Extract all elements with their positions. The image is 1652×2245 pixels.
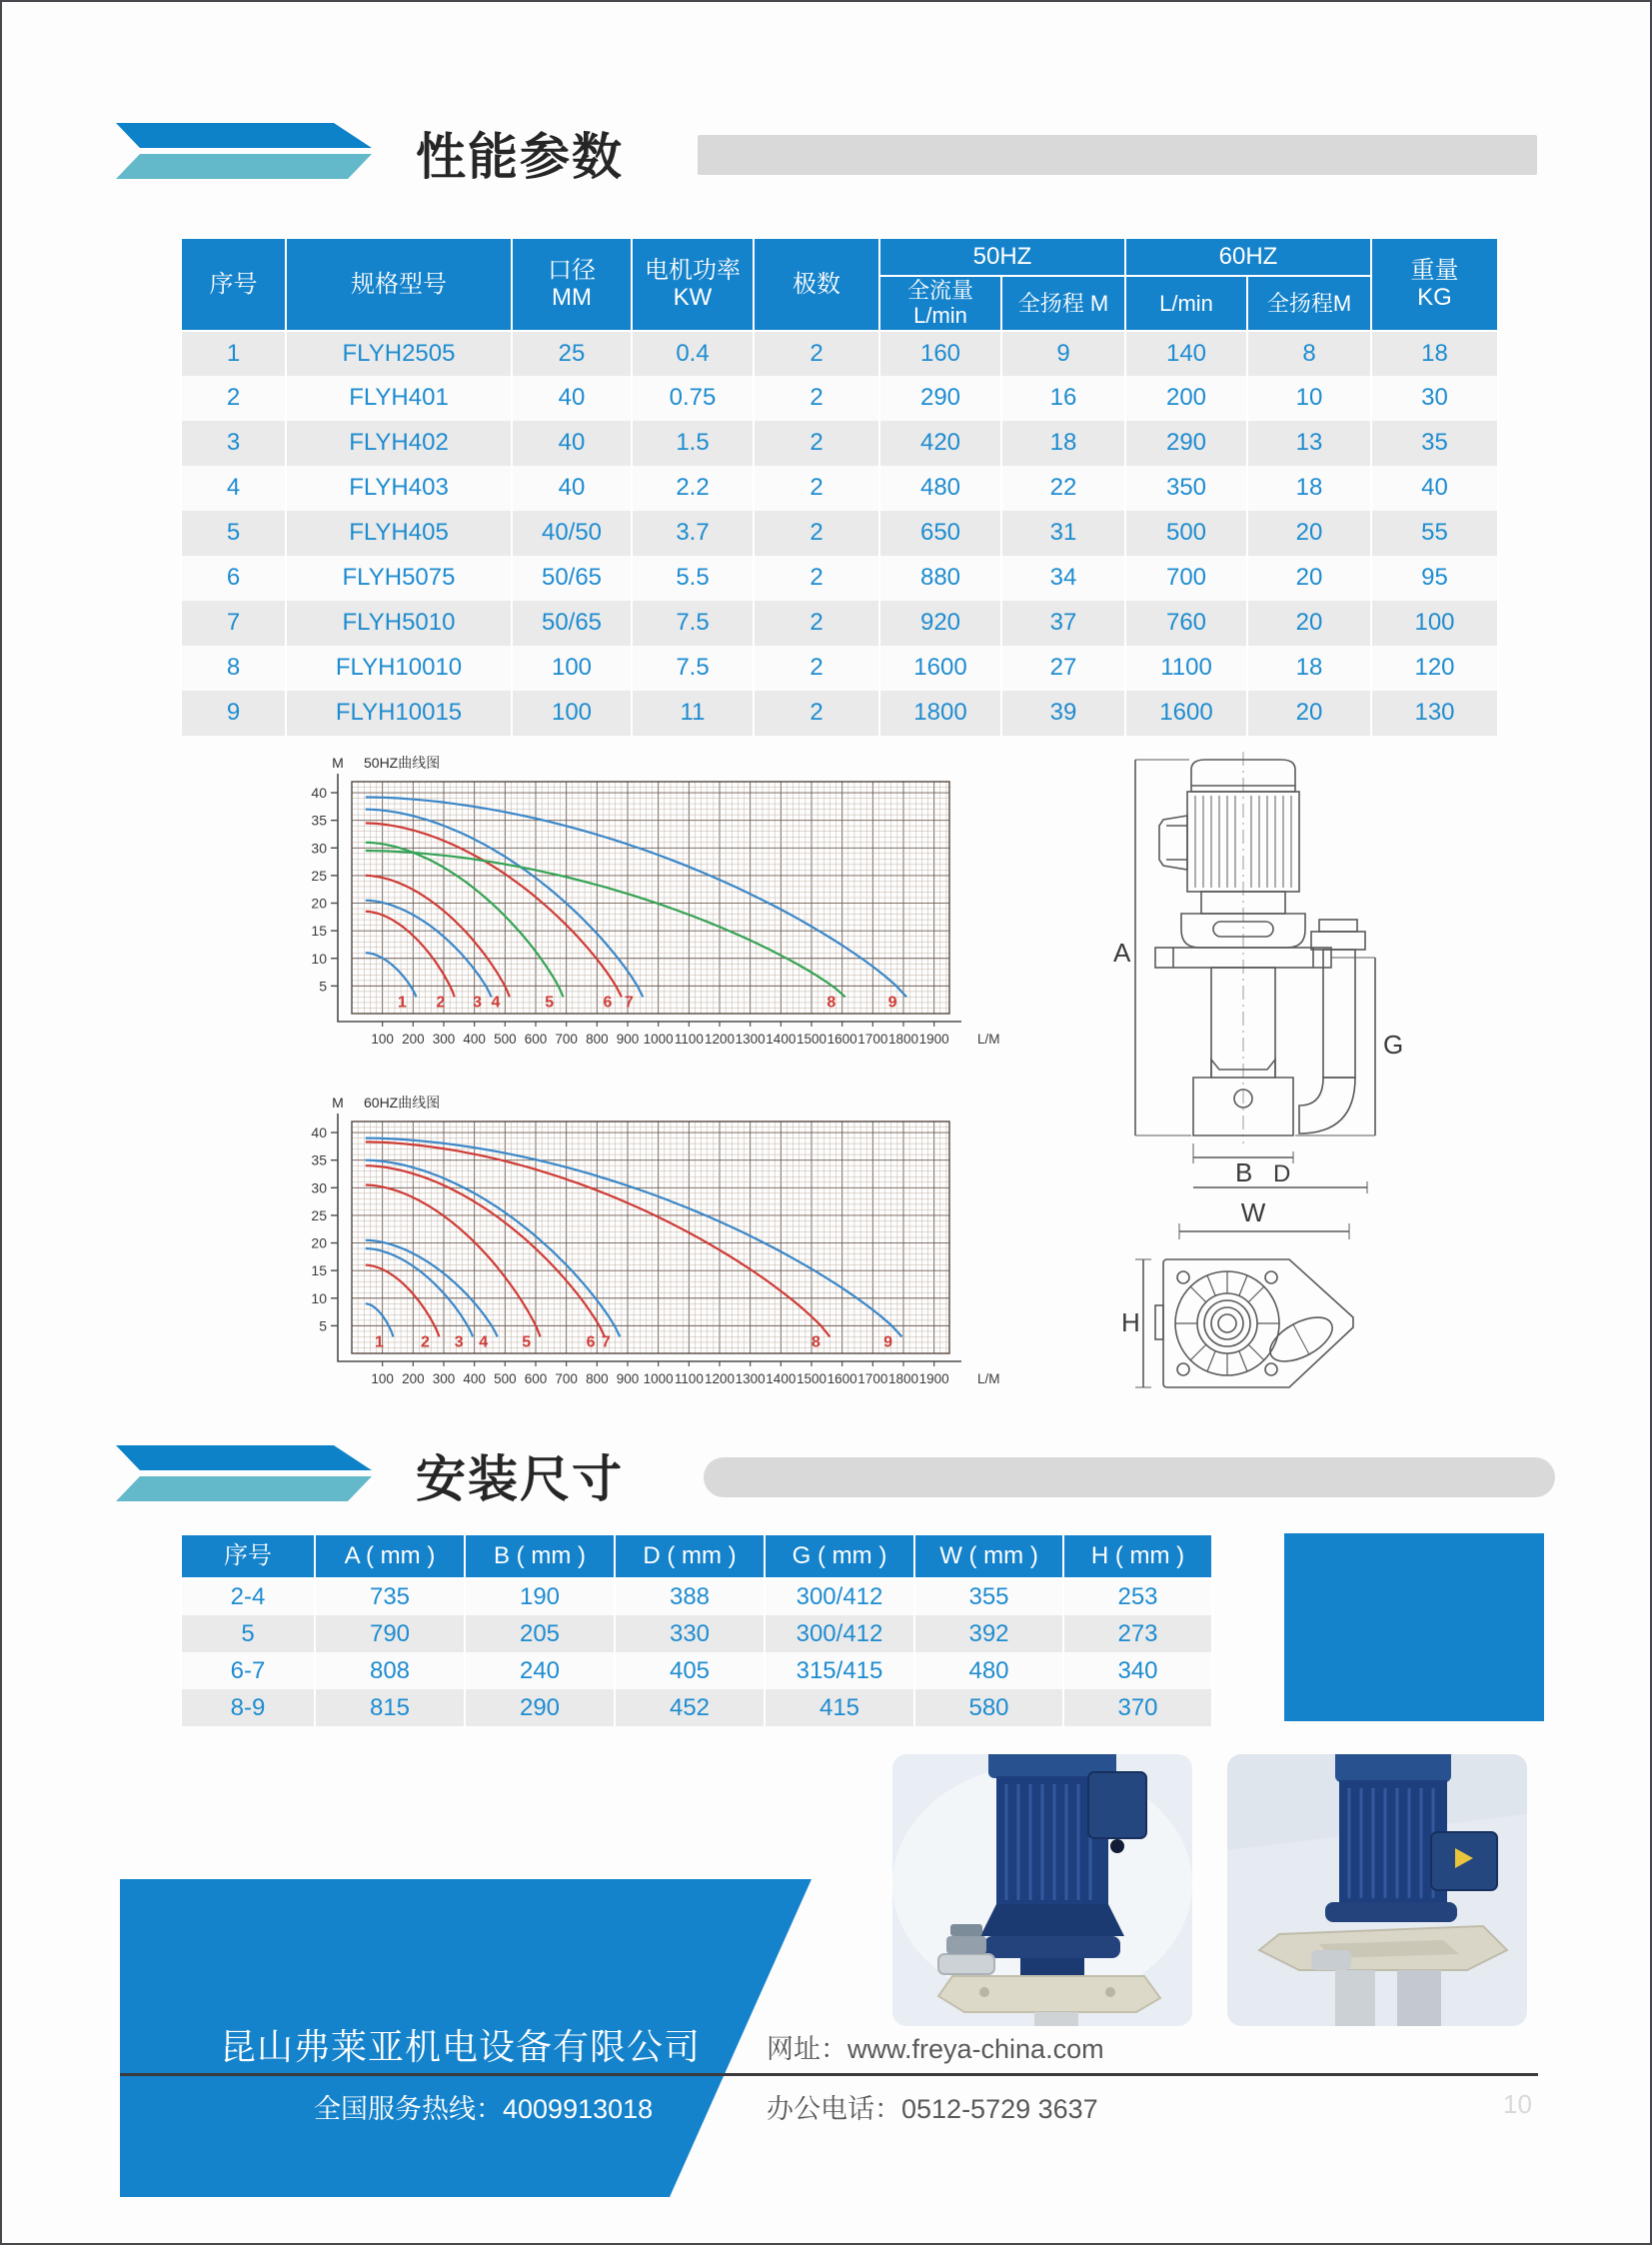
table-cell: 18 bbox=[1371, 331, 1498, 376]
col-header-60hz: 60HZ bbox=[1125, 238, 1371, 276]
table-cell: 7.5 bbox=[632, 646, 754, 691]
table-cell: 815 bbox=[315, 1689, 465, 1726]
dim-label-w: W bbox=[1240, 1201, 1266, 1227]
table-row bbox=[181, 691, 1498, 736]
table-cell: 100 bbox=[512, 646, 632, 691]
table-cell: 2 bbox=[754, 646, 879, 691]
table-cell: 2 bbox=[754, 376, 879, 421]
table-cell: 16 bbox=[1001, 376, 1125, 421]
table-cell: 20 bbox=[1247, 556, 1371, 601]
table-cell: 5.5 bbox=[632, 556, 754, 601]
curve-chart-svg bbox=[302, 752, 1013, 1064]
x-tick-label: 100 bbox=[371, 1371, 394, 1386]
table-cell: 200 bbox=[1125, 376, 1247, 421]
table-cell: 2 bbox=[754, 601, 879, 646]
x-tick-label: 500 bbox=[494, 1032, 517, 1047]
table-cell: 190 bbox=[465, 1578, 615, 1615]
table-row bbox=[181, 421, 1498, 466]
curve-number-label: 6 bbox=[586, 1333, 596, 1351]
y-tick-label: 35 bbox=[311, 812, 327, 829]
table-cell: FLYH2505 bbox=[286, 331, 512, 376]
col-header-seq: 序号 bbox=[181, 238, 286, 331]
table-cell: 2.2 bbox=[632, 466, 754, 511]
dim-label-a: A bbox=[1113, 938, 1131, 968]
curve-number-label: 3 bbox=[454, 1333, 464, 1351]
x-tick-label: 1200 bbox=[704, 1032, 736, 1047]
pump-side-dimension-drawing bbox=[1073, 744, 1403, 1203]
x-tick-label: 300 bbox=[432, 1032, 456, 1047]
table-cell: FLYH5010 bbox=[286, 601, 512, 646]
table-cell: 1 bbox=[181, 331, 286, 376]
chart-title: 50HZ曲线图 bbox=[364, 755, 441, 771]
curve-number-label: 5 bbox=[522, 1333, 532, 1351]
table-cell: 1800 bbox=[879, 691, 1001, 736]
x-axis-unit: L/M bbox=[977, 1032, 1000, 1047]
table-cell: 8 bbox=[1247, 331, 1371, 376]
install-dimension-table bbox=[180, 1533, 1213, 1726]
table-cell: 415 bbox=[765, 1689, 914, 1726]
table-row bbox=[181, 466, 1498, 511]
website-url[interactable]: 网址：www.freya-china.com bbox=[767, 2034, 1104, 2064]
x-tick-label: 1500 bbox=[796, 1371, 827, 1386]
x-tick-label: 100 bbox=[371, 1032, 394, 1047]
x-tick-label: 1900 bbox=[918, 1032, 949, 1047]
dim-label-b: B bbox=[1235, 1157, 1253, 1187]
curve-number-label: 7 bbox=[624, 994, 634, 1012]
y-tick-label: 15 bbox=[311, 1262, 327, 1279]
table-cell: 1600 bbox=[1125, 691, 1247, 736]
col-header-head-50: 全扬程 M bbox=[1001, 276, 1125, 331]
table-cell: 50/65 bbox=[512, 556, 632, 601]
x-tick-label: 1100 bbox=[674, 1371, 704, 1386]
table-cell: 2 bbox=[754, 421, 879, 466]
table-cell: 355 bbox=[914, 1578, 1063, 1615]
table-cell: 39 bbox=[1001, 691, 1125, 736]
table-cell: 253 bbox=[1063, 1578, 1212, 1615]
table-cell: FLYH401 bbox=[286, 376, 512, 421]
x-tick-label: 700 bbox=[555, 1032, 578, 1047]
x-axis-unit: L/M bbox=[977, 1371, 1000, 1386]
table-cell: 2 bbox=[754, 691, 879, 736]
table-row bbox=[181, 646, 1498, 691]
table-cell: 205 bbox=[465, 1615, 615, 1652]
x-tick-label: 1800 bbox=[887, 1371, 919, 1386]
col-header-g: G ( mm ) bbox=[765, 1534, 914, 1578]
table-cell: 452 bbox=[615, 1689, 765, 1726]
col-header-w: W ( mm ) bbox=[914, 1534, 1063, 1578]
col-header-flow-50: 全流量 L/min bbox=[879, 276, 1001, 331]
chart-title: 60HZ曲线图 bbox=[364, 1095, 441, 1111]
x-tick-label: 1900 bbox=[918, 1371, 949, 1386]
chevron-banner-icon bbox=[116, 123, 376, 181]
x-tick-label: 500 bbox=[494, 1371, 517, 1386]
company-name: 昆山弗莱亚机电设备有限公司 bbox=[220, 2026, 702, 2067]
table-cell: 18 bbox=[1001, 421, 1125, 466]
y-tick-label: 10 bbox=[311, 950, 327, 967]
x-tick-label: 1200 bbox=[704, 1371, 736, 1386]
table-cell: 808 bbox=[315, 1652, 465, 1689]
table-cell: 6-7 bbox=[181, 1652, 315, 1689]
table-cell: 160 bbox=[879, 331, 1001, 376]
y-tick-label: 30 bbox=[311, 1179, 327, 1196]
y-tick-label: 5 bbox=[319, 1317, 327, 1334]
col-header-a: A ( mm ) bbox=[315, 1534, 465, 1578]
table-cell: 140 bbox=[1125, 331, 1247, 376]
col-header-flow-60: L/min bbox=[1125, 276, 1247, 331]
x-tick-label: 600 bbox=[524, 1032, 548, 1047]
y-tick-label: 40 bbox=[311, 785, 327, 802]
curve-number-label: 2 bbox=[421, 1333, 430, 1351]
x-tick-label: 400 bbox=[463, 1032, 486, 1047]
table-cell: 3.7 bbox=[632, 511, 754, 556]
table-row bbox=[181, 1615, 1212, 1652]
y-tick-label: 20 bbox=[311, 1234, 327, 1251]
table-cell: 760 bbox=[1125, 601, 1247, 646]
table-row bbox=[181, 511, 1498, 556]
table-cell: 22 bbox=[1001, 466, 1125, 511]
table-cell: 9 bbox=[1001, 331, 1125, 376]
x-tick-label: 600 bbox=[524, 1371, 548, 1386]
table-cell: 1600 bbox=[879, 646, 1001, 691]
table-cell: 40 bbox=[512, 421, 632, 466]
section-title: 性能参数 bbox=[416, 129, 624, 185]
banner-gray-bar bbox=[698, 135, 1537, 175]
table-row bbox=[181, 1652, 1212, 1689]
x-tick-label: 300 bbox=[432, 1371, 456, 1386]
col-header-seq: 序号 bbox=[181, 1534, 315, 1578]
curve-number-label: 1 bbox=[398, 994, 407, 1012]
table-cell: 300/412 bbox=[765, 1615, 914, 1652]
table-cell: 420 bbox=[879, 421, 1001, 466]
table-cell: 8 bbox=[181, 646, 286, 691]
y-axis-unit: M bbox=[332, 755, 344, 771]
y-tick-label: 20 bbox=[311, 895, 327, 912]
table-cell: 350 bbox=[1125, 466, 1247, 511]
x-tick-label: 1100 bbox=[674, 1032, 704, 1047]
dim-label-g: G bbox=[1383, 1030, 1403, 1060]
table-cell: FLYH10015 bbox=[286, 691, 512, 736]
table-cell: 315/415 bbox=[765, 1652, 914, 1689]
table-cell: 3 bbox=[181, 421, 286, 466]
table-cell: FLYH402 bbox=[286, 421, 512, 466]
table-cell: 330 bbox=[615, 1615, 765, 1652]
page-number: 10 bbox=[1503, 2089, 1532, 2119]
table-cell: FLYH405 bbox=[286, 511, 512, 556]
table-cell: FLYH10010 bbox=[286, 646, 512, 691]
curve-number-label: 8 bbox=[812, 1333, 821, 1351]
table-cell: 790 bbox=[315, 1615, 465, 1652]
table-cell: 2 bbox=[181, 376, 286, 421]
x-tick-label: 1500 bbox=[796, 1032, 827, 1047]
table-cell: 10 bbox=[1247, 376, 1371, 421]
col-header-weight: 重量 KG bbox=[1371, 238, 1498, 331]
x-tick-label: 1000 bbox=[643, 1371, 674, 1386]
table-cell: 50/65 bbox=[512, 601, 632, 646]
curve-number-label: 3 bbox=[473, 994, 483, 1012]
product-photo-pump-angle bbox=[1227, 1754, 1527, 2026]
table-cell: 340 bbox=[1063, 1652, 1212, 1689]
table-cell: 18 bbox=[1247, 466, 1371, 511]
dim-label-h: H bbox=[1121, 1307, 1140, 1337]
table-cell: 650 bbox=[879, 511, 1001, 556]
table-cell: 20 bbox=[1247, 601, 1371, 646]
pump-curve-chart-60hz bbox=[302, 1092, 1013, 1403]
x-tick-label: 400 bbox=[463, 1371, 486, 1386]
curve-number-label: 4 bbox=[479, 1333, 489, 1351]
y-tick-label: 10 bbox=[311, 1289, 327, 1306]
col-header-diameter: 口径 MM bbox=[512, 238, 632, 331]
table-cell: 8-9 bbox=[181, 1689, 315, 1726]
table-cell: 30 bbox=[1371, 376, 1498, 421]
table-cell: 300/412 bbox=[765, 1578, 914, 1615]
table-cell: 6 bbox=[181, 556, 286, 601]
x-tick-label: 1600 bbox=[826, 1371, 857, 1386]
table-cell: 40/50 bbox=[512, 511, 632, 556]
table-cell: 40 bbox=[512, 466, 632, 511]
curve-number-label: 7 bbox=[601, 1333, 611, 1351]
table-cell: 20 bbox=[1247, 691, 1371, 736]
table-cell: 35 bbox=[1371, 421, 1498, 466]
table-cell: 735 bbox=[315, 1578, 465, 1615]
table-cell: 37 bbox=[1001, 601, 1125, 646]
table-cell: 1.5 bbox=[632, 421, 754, 466]
x-tick-label: 1400 bbox=[766, 1032, 797, 1047]
product-photo-pump-front bbox=[892, 1754, 1192, 2026]
col-header-head-60: 全扬程M bbox=[1247, 276, 1371, 331]
table-cell: 7 bbox=[181, 601, 286, 646]
table-cell: 34 bbox=[1001, 556, 1125, 601]
x-tick-label: 1300 bbox=[735, 1032, 766, 1047]
col-header-50hz: 50HZ bbox=[879, 238, 1125, 276]
curve-number-label: 8 bbox=[826, 994, 836, 1012]
table-cell: 11 bbox=[632, 691, 754, 736]
table-cell: 290 bbox=[879, 376, 1001, 421]
table-cell: FLYH5075 bbox=[286, 556, 512, 601]
table-cell: 1100 bbox=[1125, 646, 1247, 691]
col-header-poles: 极数 bbox=[754, 238, 879, 331]
curve-number-label: 5 bbox=[545, 994, 555, 1012]
table-row bbox=[181, 1578, 1212, 1615]
table-cell: 880 bbox=[879, 556, 1001, 601]
y-tick-label: 15 bbox=[311, 923, 327, 940]
pump-top-dimension-drawing bbox=[1121, 1201, 1377, 1401]
table-cell: 5 bbox=[181, 1615, 315, 1652]
table-cell: 2 bbox=[754, 466, 879, 511]
x-tick-label: 900 bbox=[616, 1371, 640, 1386]
table-cell: 95 bbox=[1371, 556, 1498, 601]
table-cell: 13 bbox=[1247, 421, 1371, 466]
table-cell: 55 bbox=[1371, 511, 1498, 556]
x-tick-label: 1800 bbox=[887, 1032, 919, 1047]
y-tick-label: 35 bbox=[311, 1151, 327, 1168]
y-tick-label: 40 bbox=[311, 1124, 327, 1141]
x-tick-label: 1600 bbox=[826, 1032, 857, 1047]
table-cell: 18 bbox=[1247, 646, 1371, 691]
curve-number-label: 1 bbox=[375, 1333, 384, 1351]
table-cell: 2 bbox=[754, 556, 879, 601]
blue-accent-box bbox=[1284, 1533, 1544, 1721]
x-tick-label: 1700 bbox=[857, 1371, 888, 1386]
footer-divider-line bbox=[120, 2073, 1538, 2076]
table-cell: 2 bbox=[754, 331, 879, 376]
table-cell: 580 bbox=[914, 1689, 1063, 1726]
x-tick-label: 200 bbox=[402, 1032, 425, 1047]
table-cell: 290 bbox=[465, 1689, 615, 1726]
dim-label-d: D bbox=[1273, 1160, 1291, 1187]
x-tick-label: 1000 bbox=[643, 1032, 674, 1047]
banner-gray-bar bbox=[704, 1457, 1555, 1497]
table-cell: 500 bbox=[1125, 511, 1247, 556]
table-cell: 25 bbox=[512, 331, 632, 376]
office-phone: 办公电话：0512-5729 3637 bbox=[767, 2094, 1098, 2124]
table-cell: 700 bbox=[1125, 556, 1247, 601]
table-row bbox=[181, 331, 1498, 376]
pump-curve-chart-50hz bbox=[302, 752, 1013, 1064]
table-cell: 130 bbox=[1371, 691, 1498, 736]
pump-curve-5 bbox=[366, 1185, 541, 1337]
y-tick-label: 5 bbox=[319, 978, 327, 995]
table-cell: 27 bbox=[1001, 646, 1125, 691]
table-cell: 273 bbox=[1063, 1615, 1212, 1652]
table-cell: 2 bbox=[754, 511, 879, 556]
table-cell: 480 bbox=[914, 1652, 1063, 1689]
table-row bbox=[181, 376, 1498, 421]
x-tick-label: 1400 bbox=[766, 1371, 797, 1386]
x-tick-label: 700 bbox=[555, 1371, 578, 1386]
table-cell: 240 bbox=[465, 1652, 615, 1689]
curve-number-label: 2 bbox=[436, 994, 446, 1012]
col-header-d: D ( mm ) bbox=[615, 1534, 765, 1578]
table-cell: 4 bbox=[181, 466, 286, 511]
table-cell: 2-4 bbox=[181, 1578, 315, 1615]
table-cell: FLYH403 bbox=[286, 466, 512, 511]
table-row bbox=[181, 601, 1498, 646]
curve-number-label: 9 bbox=[883, 1333, 892, 1351]
table-cell: 405 bbox=[615, 1652, 765, 1689]
y-tick-label: 25 bbox=[311, 1206, 327, 1223]
table-cell: 100 bbox=[1371, 601, 1498, 646]
service-hotline: 全国服务热线：4009913018 bbox=[314, 2094, 654, 2124]
col-header-model: 规格型号 bbox=[286, 238, 512, 331]
y-axis-unit: M bbox=[332, 1095, 344, 1111]
x-tick-label: 800 bbox=[586, 1371, 609, 1386]
table-cell: 100 bbox=[512, 691, 632, 736]
x-tick-label: 1300 bbox=[735, 1371, 766, 1386]
chevron-banner-icon bbox=[116, 1445, 376, 1503]
curve-number-label: 6 bbox=[603, 994, 613, 1012]
col-header-b: B ( mm ) bbox=[465, 1534, 615, 1578]
table-row bbox=[181, 556, 1498, 601]
table-cell: 0.4 bbox=[632, 331, 754, 376]
curve-number-label: 4 bbox=[491, 994, 501, 1012]
table-cell: 5 bbox=[181, 511, 286, 556]
table-cell: 480 bbox=[879, 466, 1001, 511]
section-title: 安装尺寸 bbox=[416, 1451, 624, 1507]
table-cell: 920 bbox=[879, 601, 1001, 646]
curve-chart-svg bbox=[302, 1092, 1013, 1403]
table-cell: 20 bbox=[1247, 511, 1371, 556]
table-cell: 388 bbox=[615, 1578, 765, 1615]
table-cell: 290 bbox=[1125, 421, 1247, 466]
table-cell: 120 bbox=[1371, 646, 1498, 691]
table-cell: 0.75 bbox=[632, 376, 754, 421]
x-tick-label: 800 bbox=[586, 1032, 609, 1047]
table-cell: 370 bbox=[1063, 1689, 1212, 1726]
col-header-power: 电机功率 KW bbox=[632, 238, 754, 331]
table-row bbox=[181, 1689, 1212, 1726]
table-cell: 7.5 bbox=[632, 601, 754, 646]
y-tick-label: 25 bbox=[311, 867, 327, 884]
col-header-h: H ( mm ) bbox=[1063, 1534, 1212, 1578]
x-tick-label: 900 bbox=[616, 1032, 640, 1047]
x-tick-label: 1700 bbox=[857, 1032, 888, 1047]
curve-number-label: 9 bbox=[887, 994, 897, 1012]
table-cell: 392 bbox=[914, 1615, 1063, 1652]
table-cell: 9 bbox=[181, 691, 286, 736]
y-tick-label: 30 bbox=[311, 840, 327, 857]
table-cell: 31 bbox=[1001, 511, 1125, 556]
table-cell: 40 bbox=[1371, 466, 1498, 511]
performance-table bbox=[180, 237, 1499, 736]
table-cell: 40 bbox=[512, 376, 632, 421]
x-tick-label: 200 bbox=[402, 1371, 425, 1386]
